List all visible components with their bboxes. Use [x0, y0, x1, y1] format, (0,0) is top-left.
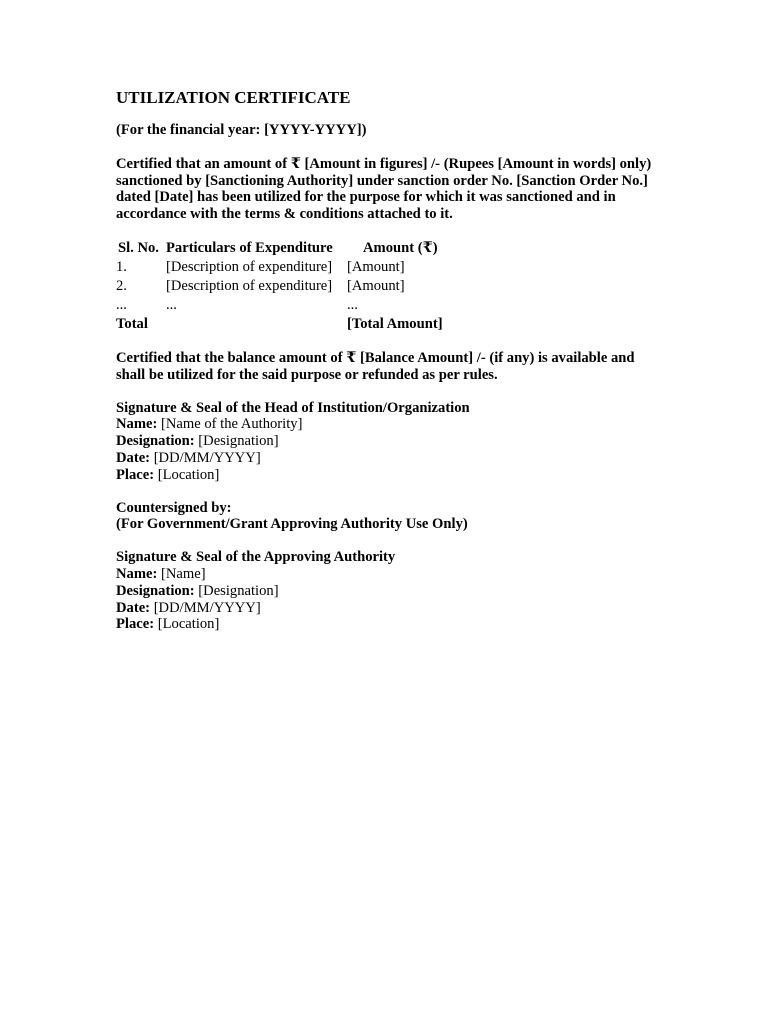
document-title: UTILIZATION CERTIFICATE: [116, 88, 351, 107]
place-label: Place:: [116, 466, 155, 483]
approver-date-line: [116, 600, 656, 617]
place-value: [Location]: [154, 466, 220, 483]
financial-year: (For the financial year: [YYYY-YYYY]): [116, 122, 367, 138]
name-label: Name:: [116, 416, 158, 433]
countersigned-note: (For Government/Grant Approving Authority Use Only): [116, 516, 468, 533]
balance-paragraph: Certified that the balance amount of ₹ [Balance Amount] /- (if any) is available and shall be utilized for the said purpose or refunded as per rules.: [116, 349, 635, 383]
head-designation-line: [116, 433, 656, 450]
total-value: [Total Amount]: [347, 315, 443, 332]
row-particulars: [Description of expenditure]: [166, 258, 333, 275]
date-value: [DD/MM/YYYY]: [150, 599, 261, 616]
head-signature-block: [116, 400, 656, 484]
approver-name-line: [116, 566, 656, 583]
approver-designation-line: [116, 583, 656, 600]
row-particulars: ...: [166, 296, 177, 313]
head-date-line: [116, 450, 656, 467]
approver-signature-heading: Signature & Seal of the Approving Authority: [116, 549, 396, 566]
date-value: [DD/MM/YYYY]: [150, 449, 261, 466]
designation-label: Designation:: [116, 582, 195, 599]
table-total-row: [116, 315, 443, 334]
designation-value: [Designation]: [194, 433, 279, 450]
place-value: [Location]: [154, 616, 220, 633]
countersigned-block: [116, 500, 656, 534]
row-particulars: [Description of expenditure]: [166, 277, 333, 294]
name-label: Name:: [116, 565, 158, 582]
table-row: [116, 296, 443, 315]
header-amount: Amount (₹): [363, 239, 438, 256]
name-value: [Name of the Authority]: [157, 416, 303, 433]
document-page: [116, 88, 656, 633]
row-sl-no: ...: [116, 296, 127, 313]
table-header-row: [116, 239, 443, 258]
head-signature-heading: Signature & Seal of the Head of Institution/Organization: [116, 399, 470, 416]
table-row: [116, 258, 443, 277]
certification-paragraph: Certified that an amount of ₹ [Amount in figures] /- (Rupees [Amount in words] only) sanctioned by [Sanctioning Authority] under sanction order No. [Sanction Order No.] dated [Date] has been utilized for the purpose for which it was sanctioned and in accordance with the terms & conditions attached to it.: [116, 155, 652, 223]
header-sl-no: Sl. No.: [118, 239, 159, 256]
approver-signature-block: [116, 549, 656, 633]
name-value: [Name]: [157, 565, 206, 582]
row-amount: [Amount]: [347, 277, 405, 294]
row-amount: [Amount]: [347, 258, 405, 275]
head-name-line: [116, 416, 656, 433]
date-label: Date:: [116, 449, 151, 466]
header-particulars: Particulars of Expenditure: [166, 239, 333, 256]
place-label: Place:: [116, 616, 155, 633]
designation-label: Designation:: [116, 433, 195, 450]
designation-value: [Designation]: [194, 582, 279, 599]
date-label: Date:: [116, 599, 151, 616]
row-sl-no: 1.: [116, 258, 127, 275]
expenditure-table: [116, 239, 443, 334]
total-spacer: [166, 315, 347, 334]
total-label: Total: [116, 315, 148, 332]
table-row: [116, 277, 443, 296]
row-amount: ...: [347, 296, 358, 313]
row-sl-no: 2.: [116, 277, 127, 294]
head-place-line: [116, 467, 656, 484]
countersigned-heading: Countersigned by:: [116, 499, 232, 516]
approver-place-line: [116, 616, 656, 633]
